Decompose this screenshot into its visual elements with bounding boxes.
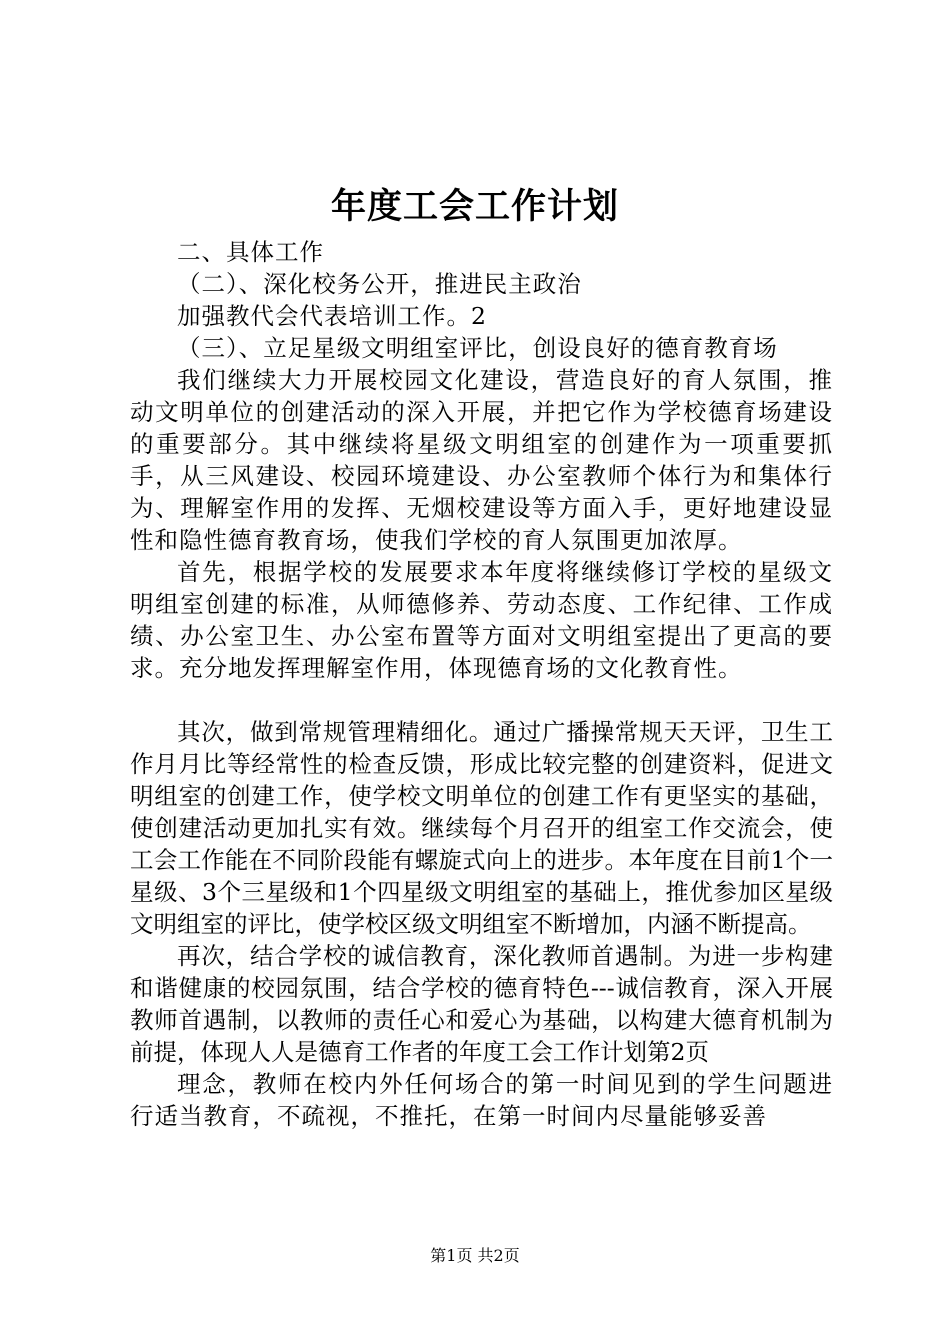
paragraph: 我们继续大力开展校园文化建设，营造良好的育人氛围，推动文明单位的创建活动的深入开展，并把它作为学校德育场建设的重要部分。其中继续将星级文明组室的创建作为一项重要抓手，从三风建设、校园环境建设、办公室教师个体行为和集体行为、理解室作用的发挥、无烟校建设等方面入手，更好地建设显性和隐性德育教育场，使我们学校的育人氛围更加浓厚。 — [130, 366, 833, 554]
section-heading: 二、具体工作 — [177, 238, 324, 266]
paragraph: 理念，教师在校内外任何场合的第一时间见到的学生问题进行适当教育，不疏视，不推托，在第一时间内尽量能够妥善 — [130, 1070, 833, 1130]
page-number-footer: 第1页 共2页 — [430, 1246, 520, 1265]
subsection-heading: （三）、立足星级文明组室评比，创设良好的德育教育场 — [177, 334, 778, 362]
paragraph: 首先，根据学校的发展要求本年度将继续修订学校的星级文明组室创建的标准，从师德修养、劳动态度、工作纪律、工作成绩、办公室卫生、办公室布置等方面对文明组室提出了更高的要求。充分地发挥理解室作用，体现德育场的文化教育性。 — [130, 558, 833, 682]
document-body — [130, 236, 833, 1132]
paragraph: 再次，结合学校的诚信教育，深化教师首遇制。为进一步构建和谐健康的校园氛围，结合学校的德育特色---诚信教育，深入开展教师首遇制，以教师的责任心和爱心为基础，以构建大德育机制为前提，体现人人是德育工作者的年度工会工作计划第2页 — [130, 942, 833, 1066]
paragraph: 其次，做到常规管理精细化。通过广播操常规天天评，卫生工作月月比等经常性的检查反馈，形成比较完整的创建资料，促进文明组室的创建工作，使学校文明单位的创建工作有更坚实的基础，使创建活动更加扎实有效。继续每个月召开的组室工作交流会，使工会工作能在不同阶段能有螺旋式向上的进步。本年度在目前1个一星级、3个三星级和1个四星级文明组室的基础上，推优参加区星级文明组室的评比，使学校区级文明组室不断增加，内涵不断提高。 — [130, 718, 833, 938]
subsection-heading: （二）、深化校务公开，推进民主政治 — [177, 270, 582, 298]
paragraph: 加强教代会代表培训工作。2 — [177, 302, 487, 330]
document-title: 年度工会工作计划 — [330, 186, 619, 227]
